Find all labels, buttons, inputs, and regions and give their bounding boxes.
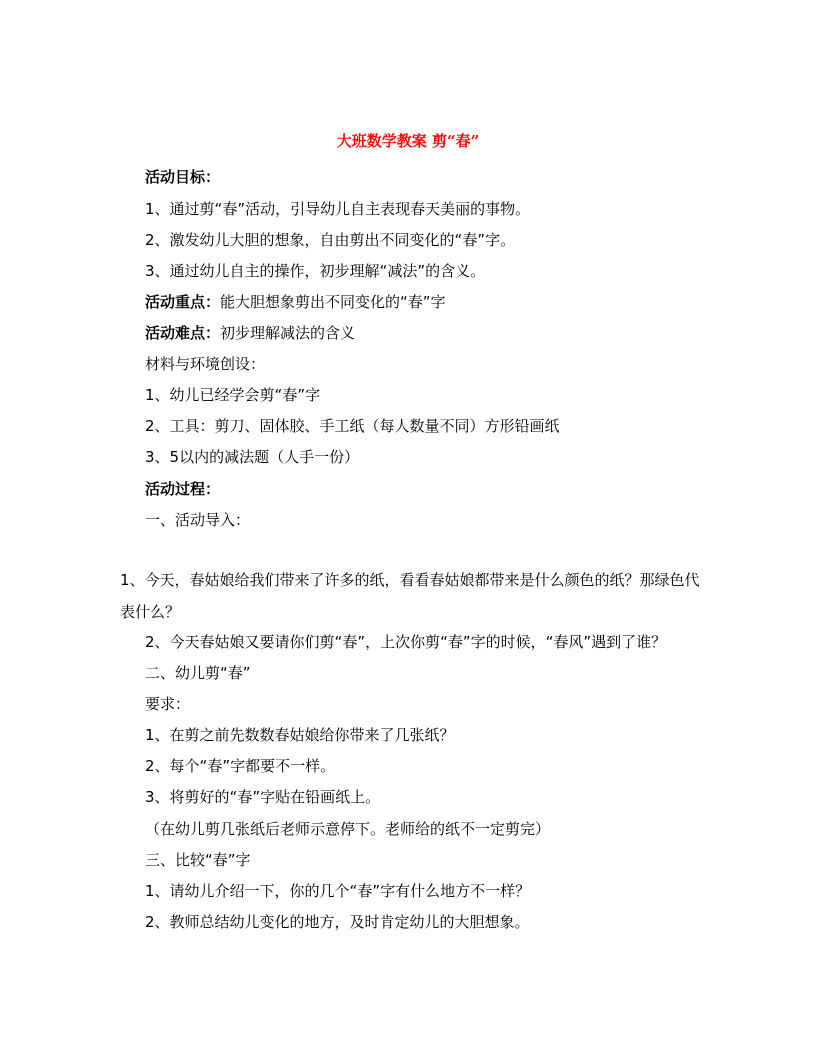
difficulty-label: 活动难点： [145,324,221,342]
material-item-1: 1、幼儿已经学会剪“春”字 [145,386,321,404]
goal-heading: 活动目标： [145,168,221,186]
compare-item-2: 2、教师总结幼儿变化的地方，及时肯定幼儿的大胆想象。 [145,913,530,931]
goal-item-2: 2、激发幼儿大胆的想象，自由剪出不同变化的“春”字。 [145,231,516,249]
page-title: 大班数学教案 剪“春” [336,132,480,150]
difficulty-text: 初步理解减法的含义 [220,324,356,342]
material-item-2: 2、工具：剪刀、固体胶、手工纸（每人数量不同）方形铅画纸 [145,417,560,435]
difficulty-point [145,323,355,343]
process-heading: 活动过程： [145,480,221,498]
goal-item-1: 1、通过剪“春”活动，引导幼儿自主表现春天美丽的事物。 [145,200,531,218]
material-item-3: 3、5以内的减法题（人手一份） [145,448,360,466]
requirement-item-1: 1、在剪之前先数数春姑娘给你带来了几张纸？ [145,726,455,744]
requirements-heading: 要求： [145,695,191,713]
goal-item-3: 3、通过幼儿自主的操作，初步理解“减法”的含义。 [145,262,486,280]
teacher-note: （在幼儿剪几张纸后老师示意停下。老师给的纸不一定剪完） [145,820,551,838]
requirement-item-3: 3、将剪好的“春”字贴在铅画纸上。 [145,788,381,806]
intro-item-2: 2、今天春姑娘又要请你们剪“春”，上次你剪“春”字的时候，“春风”遇到了谁？ [145,633,667,651]
key-point-label: 活动重点： [145,293,221,311]
section-3-heading: 三、比较“春”字 [145,851,251,869]
requirement-item-2: 2、每个“春”字都要不一样。 [145,757,336,775]
compare-item-1: 1、请幼儿介绍一下，你的几个“春”字有什么地方不一样？ [145,882,531,900]
intro-item-1: 1、今天，春姑娘给我们带来了许多的纸，看看春姑娘都带来是什么颜色的纸？那绿色代表什么？ [120,571,700,621]
materials-heading: 材料与环境创设： [145,355,266,373]
section-2-heading: 二、幼儿剪“春” [145,664,251,682]
section-1-heading: 一、活动导入： [145,511,251,529]
key-point-text: 能大胆想象剪出不同变化的“春”字 [220,293,446,311]
key-point [145,292,446,312]
